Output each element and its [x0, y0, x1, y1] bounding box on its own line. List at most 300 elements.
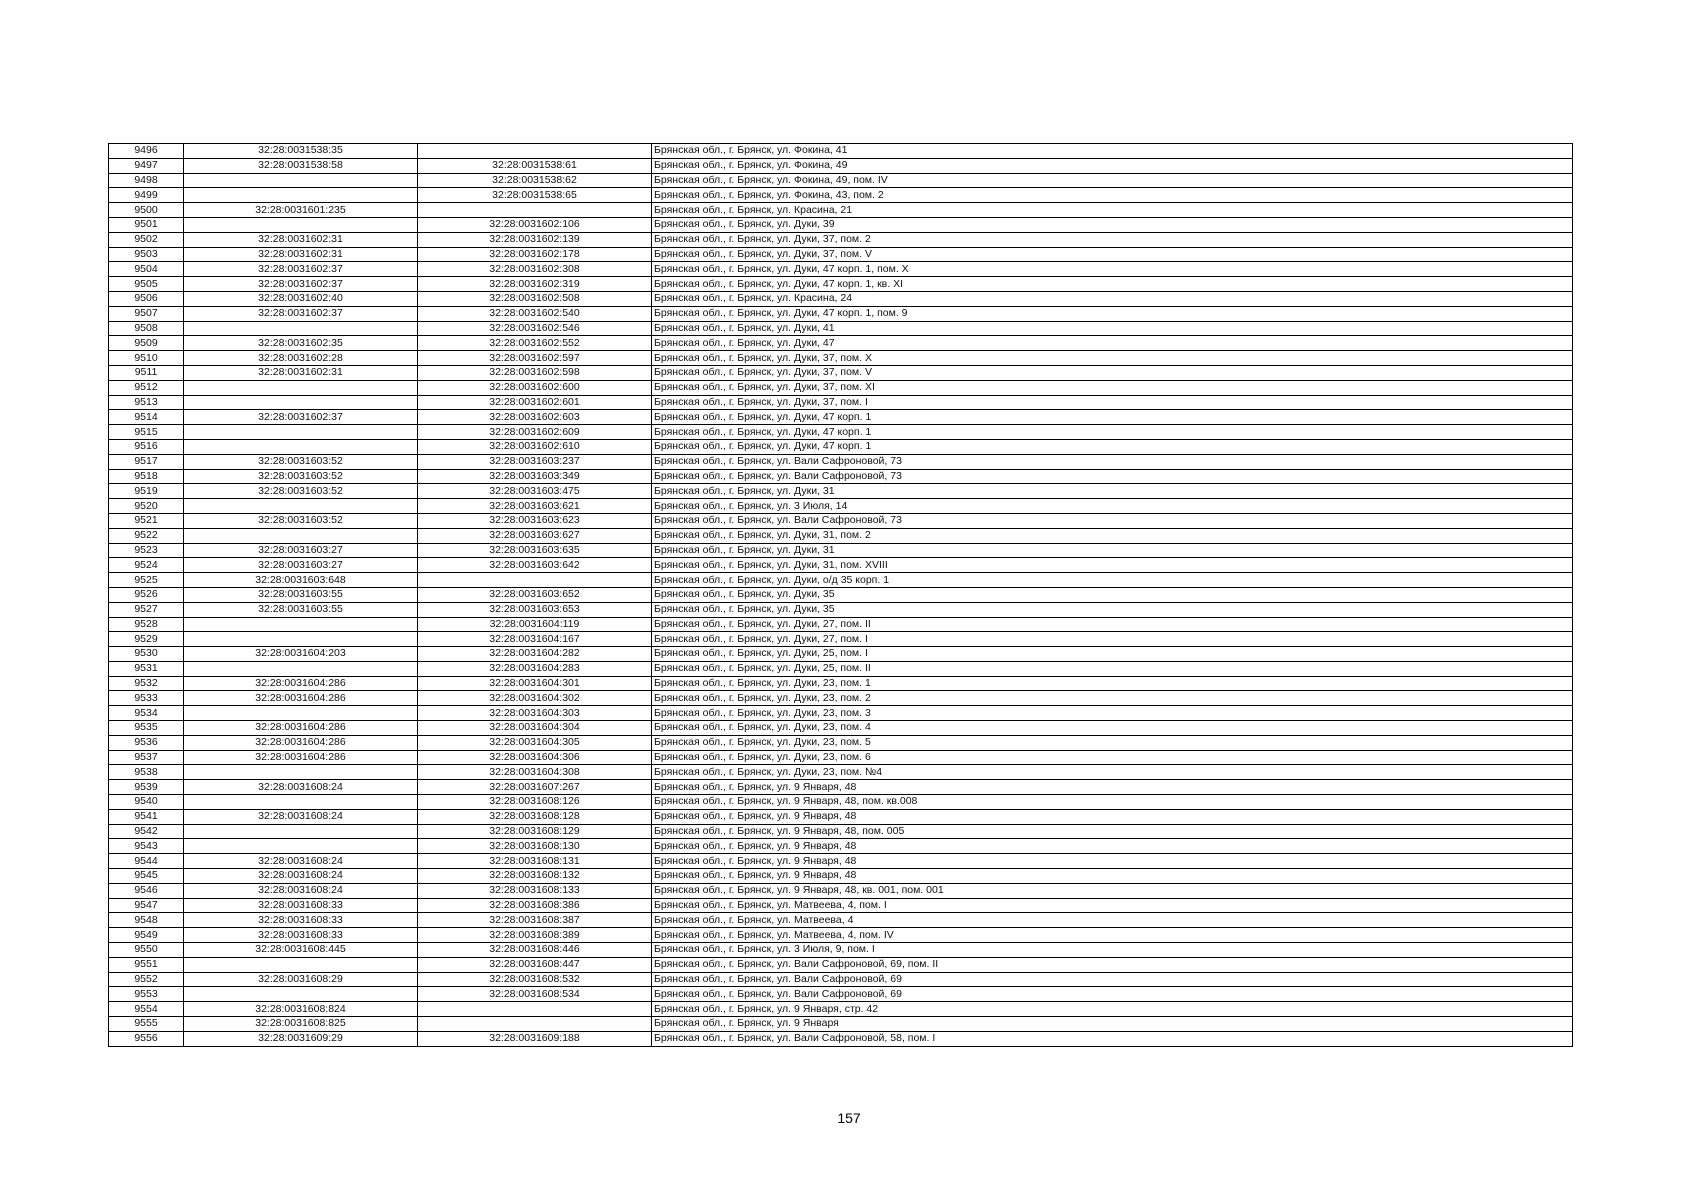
- table-row: [109, 454, 1573, 469]
- parcel-number-cell: [184, 706, 418, 721]
- parcel-number-cell: [184, 321, 418, 336]
- address-cell: Брянская обл., г. Брянск, ул. Дуки, 47: [652, 336, 1573, 351]
- address-cell: Брянская обл., г. Брянск, ул. Дуки, 37, пом. XI: [652, 380, 1573, 395]
- object-number-cell: 32:28:0031608:532: [418, 972, 652, 987]
- object-number-cell: 32:28:0031608:126: [418, 795, 652, 810]
- object-number-cell: 32:28:0031604:302: [418, 691, 652, 706]
- address-cell: Брянская обл., г. Брянск, ул. Фокина, 43, пом. 2: [652, 188, 1573, 203]
- parcel-number-cell: 32:28:0031609:29: [184, 1031, 418, 1046]
- cadastral-table: [108, 143, 1573, 1047]
- row-number-cell: 9556: [109, 1031, 184, 1046]
- address-cell: Брянская обл., г. Брянск, ул. 9 Января, 48, кв. 001, пом. 001: [652, 883, 1573, 898]
- object-number-cell: 32:28:0031608:386: [418, 898, 652, 913]
- parcel-number-cell: 32:28:0031603:27: [184, 558, 418, 573]
- row-number-cell: 9517: [109, 454, 184, 469]
- object-number-cell: 32:28:0031538:65: [418, 188, 652, 203]
- parcel-number-cell: 32:28:0031602:37: [184, 262, 418, 277]
- row-number-cell: 9502: [109, 232, 184, 247]
- row-number-cell: 9547: [109, 898, 184, 913]
- parcel-number-cell: [184, 188, 418, 203]
- address-cell: Брянская обл., г. Брянск, ул. Дуки, 23, пом. 2: [652, 691, 1573, 706]
- address-cell: Брянская обл., г. Брянск, ул. Красина, 21: [652, 203, 1573, 218]
- object-number-cell: 32:28:0031608:132: [418, 869, 652, 884]
- parcel-number-cell: 32:28:0031604:286: [184, 750, 418, 765]
- address-cell: Брянская обл., г. Брянск, ул. Дуки, 35: [652, 587, 1573, 602]
- address-cell: Брянская обл., г. Брянск, ул. 9 Января, стр. 42: [652, 1002, 1573, 1017]
- parcel-number-cell: 32:28:0031603:52: [184, 513, 418, 528]
- row-number-cell: 9513: [109, 395, 184, 410]
- object-number-cell: [418, 1002, 652, 1017]
- row-number-cell: 9546: [109, 883, 184, 898]
- row-number-cell: 9512: [109, 380, 184, 395]
- row-number-cell: 9524: [109, 558, 184, 573]
- address-cell: Брянская обл., г. Брянск, ул. Красина, 24: [652, 291, 1573, 306]
- table-row: [109, 691, 1573, 706]
- address-cell: Брянская обл., г. Брянск, ул. Вали Сафроновой, 73: [652, 513, 1573, 528]
- address-cell: Брянская обл., г. Брянск, ул. Дуки, 47 корп. 1: [652, 410, 1573, 425]
- address-cell: Брянская обл., г. Брянск, ул. Вали Сафроновой, 58, пом. I: [652, 1031, 1573, 1046]
- address-cell: Брянская обл., г. Брянск, ул. Дуки, 25, пом. I: [652, 647, 1573, 662]
- parcel-number-cell: [184, 765, 418, 780]
- address-cell: Брянская обл., г. Брянск, ул. Матвеева, 4, пом. I: [652, 898, 1573, 913]
- parcel-number-cell: [184, 380, 418, 395]
- address-cell: Брянская обл., г. Брянск, ул. 3 Июля, 9, пом. I: [652, 943, 1573, 958]
- parcel-number-cell: 32:28:0031608:824: [184, 1002, 418, 1017]
- table-row: [109, 513, 1573, 528]
- address-cell: Брянская обл., г. Брянск, ул. Дуки, 31: [652, 543, 1573, 558]
- table-row: [109, 587, 1573, 602]
- row-number-cell: 9544: [109, 854, 184, 869]
- parcel-number-cell: [184, 439, 418, 454]
- address-cell: Брянская обл., г. Брянск, ул. Дуки, о/д 35 корп. 1: [652, 573, 1573, 588]
- row-number-cell: 9534: [109, 706, 184, 721]
- parcel-number-cell: 32:28:0031603:27: [184, 543, 418, 558]
- address-cell: Брянская обл., г. Брянск, ул. Вали Сафроновой, 69, пом. II: [652, 957, 1573, 972]
- row-number-cell: 9532: [109, 676, 184, 691]
- address-cell: Брянская обл., г. Брянск, ул. 9 Января, 48: [652, 839, 1573, 854]
- parcel-number-cell: [184, 528, 418, 543]
- object-number-cell: 32:28:0031608:131: [418, 854, 652, 869]
- table-row: [109, 469, 1573, 484]
- row-number-cell: 9506: [109, 291, 184, 306]
- table-row: [109, 410, 1573, 425]
- object-number-cell: [418, 144, 652, 159]
- parcel-number-cell: [184, 987, 418, 1002]
- table-row: [109, 1031, 1573, 1046]
- table-row: [109, 706, 1573, 721]
- parcel-number-cell: 32:28:0031604:286: [184, 735, 418, 750]
- table-row: [109, 558, 1573, 573]
- table-row: [109, 824, 1573, 839]
- row-number-cell: 9541: [109, 809, 184, 824]
- table-row: [109, 203, 1573, 218]
- table-row: [109, 632, 1573, 647]
- parcel-number-cell: [184, 395, 418, 410]
- row-number-cell: 9504: [109, 262, 184, 277]
- table-row: [109, 173, 1573, 188]
- parcel-number-cell: 32:28:0031608:29: [184, 972, 418, 987]
- table-row: [109, 232, 1573, 247]
- table-row: [109, 869, 1573, 884]
- parcel-number-cell: [184, 957, 418, 972]
- parcel-number-cell: 32:28:0031602:31: [184, 232, 418, 247]
- parcel-number-cell: 32:28:0031602:35: [184, 336, 418, 351]
- row-number-cell: 9551: [109, 957, 184, 972]
- object-number-cell: 32:28:0031604:304: [418, 721, 652, 736]
- table-row: [109, 661, 1573, 676]
- object-number-cell: 32:28:0031604:305: [418, 735, 652, 750]
- address-cell: Брянская обл., г. Брянск, ул. 9 Января, 48, пом. 005: [652, 824, 1573, 839]
- address-cell: Брянская обл., г. Брянск, ул. Дуки, 25, пом. II: [652, 661, 1573, 676]
- address-cell: Брянская обл., г. Брянск, ул. Дуки, 23, пом. 1: [652, 676, 1573, 691]
- row-number-cell: 9523: [109, 543, 184, 558]
- parcel-number-cell: 32:28:0031603:52: [184, 484, 418, 499]
- table-row: [109, 499, 1573, 514]
- address-cell: Брянская обл., г. Брянск, ул. Дуки, 47 корп. 1: [652, 425, 1573, 440]
- table-row: [109, 528, 1573, 543]
- object-number-cell: [418, 203, 652, 218]
- table-row: [109, 883, 1573, 898]
- address-cell: Брянская обл., г. Брянск, ул. Матвеева, 4: [652, 913, 1573, 928]
- table-row: [109, 144, 1573, 159]
- address-cell: Брянская обл., г. Брянск, ул. Дуки, 23, пом. №4: [652, 765, 1573, 780]
- row-number-cell: 9508: [109, 321, 184, 336]
- row-number-cell: 9521: [109, 513, 184, 528]
- object-number-cell: 32:28:0031602:601: [418, 395, 652, 410]
- object-number-cell: 32:28:0031607:267: [418, 780, 652, 795]
- parcel-number-cell: 32:28:0031602:37: [184, 410, 418, 425]
- row-number-cell: 9514: [109, 410, 184, 425]
- object-number-cell: 32:28:0031608:128: [418, 809, 652, 824]
- address-cell: Брянская обл., г. Брянск, ул. Вали Сафроновой, 69: [652, 987, 1573, 1002]
- row-number-cell: 9552: [109, 972, 184, 987]
- parcel-number-cell: 32:28:0031602:28: [184, 351, 418, 366]
- parcel-number-cell: 32:28:0031608:825: [184, 1017, 418, 1032]
- address-cell: Брянская обл., г. Брянск, ул. Дуки, 31: [652, 484, 1573, 499]
- object-number-cell: 32:28:0031604:119: [418, 617, 652, 632]
- address-cell: Брянская обл., г. Брянск, ул. Дуки, 47 корп. 1, пом. X: [652, 262, 1573, 277]
- parcel-number-cell: 32:28:0031608:24: [184, 854, 418, 869]
- object-number-cell: 32:28:0031602:609: [418, 425, 652, 440]
- address-cell: Брянская обл., г. Брянск, ул. Дуки, 37, пом. V: [652, 247, 1573, 262]
- parcel-number-cell: 32:28:0031608:33: [184, 928, 418, 943]
- object-number-cell: 32:28:0031604:282: [418, 647, 652, 662]
- table-row: [109, 277, 1573, 292]
- row-number-cell: 9530: [109, 647, 184, 662]
- object-number-cell: 32:28:0031608:387: [418, 913, 652, 928]
- parcel-number-cell: 32:28:0031601:235: [184, 203, 418, 218]
- table-row: [109, 365, 1573, 380]
- table-row: [109, 351, 1573, 366]
- parcel-number-cell: 32:28:0031604:286: [184, 676, 418, 691]
- object-number-cell: 32:28:0031608:130: [418, 839, 652, 854]
- parcel-number-cell: [184, 839, 418, 854]
- address-cell: Брянская обл., г. Брянск, ул. Дуки, 23, пом. 3: [652, 706, 1573, 721]
- parcel-number-cell: 32:28:0031603:52: [184, 469, 418, 484]
- row-number-cell: 9525: [109, 573, 184, 588]
- row-number-cell: 9526: [109, 587, 184, 602]
- object-number-cell: 32:28:0031538:62: [418, 173, 652, 188]
- object-number-cell: 32:28:0031602:600: [418, 380, 652, 395]
- object-number-cell: 32:28:0031602:603: [418, 410, 652, 425]
- address-cell: Брянская обл., г. Брянск, ул. Дуки, 23, пом. 5: [652, 735, 1573, 750]
- row-number-cell: 9549: [109, 928, 184, 943]
- table-row: [109, 750, 1573, 765]
- parcel-number-cell: 32:28:0031538:35: [184, 144, 418, 159]
- table-row: [109, 987, 1573, 1002]
- parcel-number-cell: 32:28:0031604:203: [184, 647, 418, 662]
- table-row: [109, 217, 1573, 232]
- object-number-cell: [418, 573, 652, 588]
- parcel-number-cell: 32:28:0031608:24: [184, 883, 418, 898]
- row-number-cell: 9535: [109, 721, 184, 736]
- address-cell: Брянская обл., г. Брянск, ул. Дуки, 39: [652, 217, 1573, 232]
- object-number-cell: 32:28:0031603:475: [418, 484, 652, 499]
- parcel-number-cell: [184, 217, 418, 232]
- address-cell: Брянская обл., г. Брянск, ул. Дуки, 23, пом. 6: [652, 750, 1573, 765]
- object-number-cell: [418, 1017, 652, 1032]
- address-cell: Брянская обл., г. Брянск, ул. Дуки, 35: [652, 602, 1573, 617]
- parcel-number-cell: 32:28:0031602:37: [184, 277, 418, 292]
- table-row: [109, 972, 1573, 987]
- object-number-cell: 32:28:0031604:283: [418, 661, 652, 676]
- object-number-cell: 32:28:0031603:627: [418, 528, 652, 543]
- row-number-cell: 9539: [109, 780, 184, 795]
- row-number-cell: 9542: [109, 824, 184, 839]
- table-row: [109, 380, 1573, 395]
- table-row: [109, 262, 1573, 277]
- parcel-number-cell: [184, 173, 418, 188]
- table-row: [109, 898, 1573, 913]
- address-cell: Брянская обл., г. Брянск, ул. Вали Сафроновой, 73: [652, 454, 1573, 469]
- address-cell: Брянская обл., г. Брянск, ул. Матвеева, 4, пом. IV: [652, 928, 1573, 943]
- row-number-cell: 9496: [109, 144, 184, 159]
- address-cell: Брянская обл., г. Брянск, ул. Дуки, 37, пом. X: [652, 351, 1573, 366]
- parcel-number-cell: [184, 661, 418, 676]
- parcel-number-cell: [184, 632, 418, 647]
- address-cell: Брянская обл., г. Брянск, ул. 9 Января: [652, 1017, 1573, 1032]
- page-number: 157: [837, 1110, 861, 1126]
- address-cell: Брянская обл., г. Брянск, ул. Фокина, 49, пом. IV: [652, 173, 1573, 188]
- row-number-cell: 9509: [109, 336, 184, 351]
- table-row: [109, 158, 1573, 173]
- address-cell: Брянская обл., г. Брянск, ул. Вали Сафроновой, 73: [652, 469, 1573, 484]
- parcel-number-cell: 32:28:0031603:55: [184, 602, 418, 617]
- parcel-number-cell: [184, 617, 418, 632]
- table-row: [109, 1002, 1573, 1017]
- address-cell: Брянская обл., г. Брянск, ул. 9 Января, 48: [652, 869, 1573, 884]
- parcel-number-cell: 32:28:0031602:37: [184, 306, 418, 321]
- row-number-cell: 9507: [109, 306, 184, 321]
- parcel-number-cell: [184, 824, 418, 839]
- row-number-cell: 9537: [109, 750, 184, 765]
- object-number-cell: 32:28:0031609:188: [418, 1031, 652, 1046]
- parcel-number-cell: 32:28:0031603:648: [184, 573, 418, 588]
- parcel-number-cell: 32:28:0031604:286: [184, 721, 418, 736]
- object-number-cell: 32:28:0031602:598: [418, 365, 652, 380]
- address-cell: Брянская обл., г. Брянск, ул. 9 Января, 48, пом. кв.008: [652, 795, 1573, 810]
- object-number-cell: 32:28:0031604:303: [418, 706, 652, 721]
- row-number-cell: 9538: [109, 765, 184, 780]
- object-number-cell: 32:28:0031608:446: [418, 943, 652, 958]
- table-row: [109, 573, 1573, 588]
- row-number-cell: 9536: [109, 735, 184, 750]
- table-row: [109, 291, 1573, 306]
- object-number-cell: 32:28:0031603:635: [418, 543, 652, 558]
- table-row: [109, 484, 1573, 499]
- object-number-cell: 32:28:0031608:447: [418, 957, 652, 972]
- object-number-cell: 32:28:0031602:597: [418, 351, 652, 366]
- row-number-cell: 9522: [109, 528, 184, 543]
- table-row: [109, 957, 1573, 972]
- parcel-number-cell: 32:28:0031538:58: [184, 158, 418, 173]
- object-number-cell: 32:28:0031602:319: [418, 277, 652, 292]
- address-cell: Брянская обл., г. Брянск, ул. Дуки, 31, пом. XVIII: [652, 558, 1573, 573]
- parcel-number-cell: 32:28:0031603:55: [184, 587, 418, 602]
- row-number-cell: 9553: [109, 987, 184, 1002]
- table-row: [109, 306, 1573, 321]
- object-number-cell: 32:28:0031608:534: [418, 987, 652, 1002]
- object-number-cell: 32:28:0031603:621: [418, 499, 652, 514]
- object-number-cell: 32:28:0031538:61: [418, 158, 652, 173]
- table-row: [109, 543, 1573, 558]
- table-row: [109, 809, 1573, 824]
- table-body: [109, 144, 1573, 1047]
- row-number-cell: 9550: [109, 943, 184, 958]
- row-number-cell: 9498: [109, 173, 184, 188]
- table-row: [109, 854, 1573, 869]
- row-number-cell: 9529: [109, 632, 184, 647]
- table-row: [109, 795, 1573, 810]
- object-number-cell: 32:28:0031604:167: [418, 632, 652, 647]
- object-number-cell: 32:28:0031608:129: [418, 824, 652, 839]
- table-row: [109, 943, 1573, 958]
- object-number-cell: 32:28:0031608:389: [418, 928, 652, 943]
- table-row: [109, 336, 1573, 351]
- parcel-number-cell: 32:28:0031608:24: [184, 809, 418, 824]
- table-row: [109, 913, 1573, 928]
- address-cell: Брянская обл., г. Брянск, ул. Фокина, 41: [652, 144, 1573, 159]
- address-cell: Брянская обл., г. Брянск, ул. Дуки, 27, пом. I: [652, 632, 1573, 647]
- table-row: [109, 617, 1573, 632]
- address-cell: Брянская обл., г. Брянск, ул. Дуки, 47 корп. 1, кв. XI: [652, 277, 1573, 292]
- object-number-cell: 32:28:0031604:306: [418, 750, 652, 765]
- table-row: [109, 839, 1573, 854]
- row-number-cell: 9518: [109, 469, 184, 484]
- object-number-cell: 32:28:0031602:178: [418, 247, 652, 262]
- table-row: [109, 395, 1573, 410]
- address-cell: Брянская обл., г. Брянск, ул. Дуки, 47 корп. 1, пом. 9: [652, 306, 1573, 321]
- row-number-cell: 9516: [109, 439, 184, 454]
- row-number-cell: 9501: [109, 217, 184, 232]
- parcel-number-cell: 32:28:0031602:31: [184, 365, 418, 380]
- object-number-cell: 32:28:0031602:139: [418, 232, 652, 247]
- object-number-cell: 32:28:0031603:237: [418, 454, 652, 469]
- parcel-number-cell: [184, 795, 418, 810]
- table-row: [109, 188, 1573, 203]
- row-number-cell: 9499: [109, 188, 184, 203]
- row-number-cell: 9527: [109, 602, 184, 617]
- object-number-cell: 32:28:0031603:652: [418, 587, 652, 602]
- address-cell: Брянская обл., г. Брянск, ул. Дуки, 37, пом. I: [652, 395, 1573, 410]
- row-number-cell: 9500: [109, 203, 184, 218]
- table-row: [109, 1017, 1573, 1032]
- row-number-cell: 9515: [109, 425, 184, 440]
- parcel-number-cell: [184, 425, 418, 440]
- object-number-cell: 32:28:0031602:106: [418, 217, 652, 232]
- address-cell: Брянская обл., г. Брянск, ул. Дуки, 37, пом. 2: [652, 232, 1573, 247]
- row-number-cell: 9511: [109, 365, 184, 380]
- address-cell: Брянская обл., г. Брянск, ул. Дуки, 27, пом. II: [652, 617, 1573, 632]
- object-number-cell: 32:28:0031602:540: [418, 306, 652, 321]
- table-row: [109, 928, 1573, 943]
- row-number-cell: 9505: [109, 277, 184, 292]
- address-cell: Брянская обл., г. Брянск, ул. Дуки, 47 корп. 1: [652, 439, 1573, 454]
- parcel-number-cell: [184, 499, 418, 514]
- object-number-cell: 32:28:0031602:610: [418, 439, 652, 454]
- row-number-cell: 9543: [109, 839, 184, 854]
- object-number-cell: 32:28:0031604:301: [418, 676, 652, 691]
- parcel-number-cell: 32:28:0031602:40: [184, 291, 418, 306]
- address-cell: Брянская обл., г. Брянск, ул. Фокина, 49: [652, 158, 1573, 173]
- object-number-cell: 32:28:0031608:133: [418, 883, 652, 898]
- row-number-cell: 9519: [109, 484, 184, 499]
- address-cell: Брянская обл., г. Брянск, ул. 3 Июля, 14: [652, 499, 1573, 514]
- row-number-cell: 9510: [109, 351, 184, 366]
- table-row: [109, 321, 1573, 336]
- table-row: [109, 647, 1573, 662]
- row-number-cell: 9548: [109, 913, 184, 928]
- parcel-number-cell: 32:28:0031603:52: [184, 454, 418, 469]
- row-number-cell: 9555: [109, 1017, 184, 1032]
- parcel-number-cell: 32:28:0031608:24: [184, 869, 418, 884]
- table-row: [109, 425, 1573, 440]
- object-number-cell: 32:28:0031603:349: [418, 469, 652, 484]
- object-number-cell: 32:28:0031603:623: [418, 513, 652, 528]
- parcel-number-cell: 32:28:0031608:24: [184, 780, 418, 795]
- object-number-cell: 32:28:0031602:308: [418, 262, 652, 277]
- row-number-cell: 9545: [109, 869, 184, 884]
- address-cell: Брянская обл., г. Брянск, ул. 9 Января, 48: [652, 854, 1573, 869]
- address-cell: Брянская обл., г. Брянск, ул. Дуки, 31, пом. 2: [652, 528, 1573, 543]
- table-row: [109, 247, 1573, 262]
- row-number-cell: 9540: [109, 795, 184, 810]
- address-cell: Брянская обл., г. Брянск, ул. Дуки, 23, пом. 4: [652, 721, 1573, 736]
- object-number-cell: 32:28:0031603:642: [418, 558, 652, 573]
- parcel-number-cell: 32:28:0031608:33: [184, 898, 418, 913]
- parcel-number-cell: 32:28:0031602:31: [184, 247, 418, 262]
- table-row: [109, 780, 1573, 795]
- parcel-number-cell: 32:28:0031604:286: [184, 691, 418, 706]
- row-number-cell: 9531: [109, 661, 184, 676]
- table-row: [109, 602, 1573, 617]
- parcel-number-cell: 32:28:0031608:33: [184, 913, 418, 928]
- object-number-cell: 32:28:0031602:552: [418, 336, 652, 351]
- address-cell: Брянская обл., г. Брянск, ул. 9 Января, 48: [652, 780, 1573, 795]
- row-number-cell: 9520: [109, 499, 184, 514]
- table-row: [109, 439, 1573, 454]
- table-row: [109, 721, 1573, 736]
- object-number-cell: 32:28:0031602:508: [418, 291, 652, 306]
- table-row: [109, 735, 1573, 750]
- object-number-cell: 32:28:0031603:653: [418, 602, 652, 617]
- row-number-cell: 9533: [109, 691, 184, 706]
- object-number-cell: 32:28:0031604:308: [418, 765, 652, 780]
- row-number-cell: 9528: [109, 617, 184, 632]
- address-cell: Брянская обл., г. Брянск, ул. 9 Января, 48: [652, 809, 1573, 824]
- table-row: [109, 765, 1573, 780]
- row-number-cell: 9503: [109, 247, 184, 262]
